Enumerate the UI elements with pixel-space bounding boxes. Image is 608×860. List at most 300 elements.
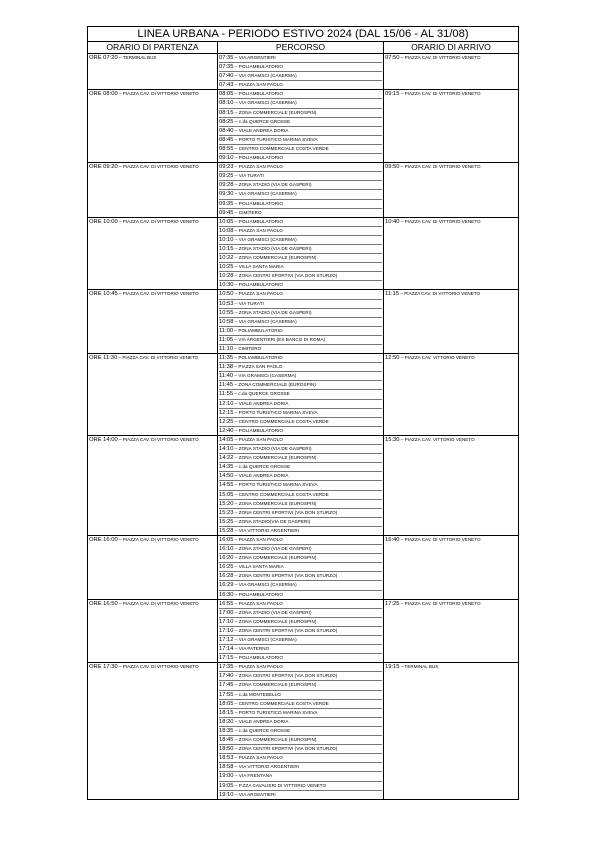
stop-time: 18:05 <box>219 700 234 707</box>
stop-name: PIAZZA SAN PAOLO <box>238 82 283 88</box>
departure-cell <box>88 435 218 535</box>
stop-time: 15:23 <box>219 509 234 516</box>
arrival-place: PIAZZA CAV. DI VITTORIO VENETO <box>404 218 481 224</box>
route-stop <box>219 545 382 554</box>
arrival-cell <box>384 163 519 218</box>
arrival-time: 19:15 <box>385 664 400 671</box>
departure-time: ORE 14:00 <box>89 436 118 443</box>
route-stop <box>219 672 382 681</box>
separator: – <box>233 427 239 433</box>
route-stop <box>219 145 382 154</box>
stop-name: ZONA COMMERCIALE (EUROSPIN) <box>238 255 317 261</box>
stop-name: VIA ARGENTIERI <box>238 55 276 60</box>
stop-time: 10:53 <box>219 300 234 307</box>
stop-name: CENTRO COMMERCIALE COSTA VERDE <box>238 145 329 151</box>
arrival-cell <box>384 599 519 663</box>
separator: – <box>233 273 239 279</box>
stop-name: POLIAMBULATORIO <box>238 155 284 161</box>
separator: – <box>233 664 239 670</box>
route-stop <box>219 700 382 709</box>
route-stop <box>219 745 382 754</box>
route-stop <box>219 272 382 281</box>
arrival-place: PIAZZA CAV. VITTORIO VENETO <box>404 355 475 361</box>
departure-cell <box>88 90 218 163</box>
stop-name: ZONA STADIO(VIA DE GASPERI) <box>238 518 311 524</box>
separator: – <box>233 473 239 479</box>
route-stop <box>219 400 382 409</box>
separator: – <box>233 373 239 379</box>
separator: – <box>233 73 239 79</box>
arrival-cell <box>384 217 519 290</box>
route-stop <box>219 72 382 81</box>
stop-time: 07:40 <box>219 73 234 80</box>
route-stop <box>219 245 382 254</box>
table-row <box>88 90 519 163</box>
route-cell <box>218 354 384 436</box>
departure-place: PIAZZA CAV. DI VITTORIO VENETO <box>122 218 199 224</box>
separator: – <box>233 536 239 542</box>
separator: – <box>233 600 239 606</box>
stop-name: PORTO TURISTICO MARINA SVEVA <box>238 136 318 142</box>
stop-time: 09:25 <box>219 173 234 180</box>
separator: – <box>117 664 123 670</box>
arrival-cell <box>384 354 519 436</box>
route-stop <box>219 554 382 563</box>
stop-name: CIMITERO <box>238 209 262 215</box>
route-stop <box>219 81 382 89</box>
route-stop <box>219 327 382 336</box>
arrival-place: PIAZZA CAV. DI VITTORIO VENETO <box>404 91 481 97</box>
route-stop <box>219 691 382 700</box>
table-row <box>88 290 519 354</box>
route-stop <box>219 390 382 399</box>
stop-name: POLIAMBULATORIO <box>238 427 284 433</box>
stop-time: 17:35 <box>219 664 234 671</box>
separator: – <box>117 536 123 542</box>
stop-name: ZONA STADIO (VIA DE GASPERI) <box>238 609 312 615</box>
separator: – <box>233 609 239 615</box>
departure-cell <box>88 599 218 663</box>
route-stop <box>219 172 382 181</box>
page-title: LINEA URBANA - PERIODO ESTIVO 2024 (DAL 15/06 - AL 31/08) <box>88 27 519 42</box>
route-stop <box>219 281 382 289</box>
departure-time: ORE 08:00 <box>89 91 118 98</box>
separator: – <box>233 355 239 361</box>
arrival-time: 15:30 <box>385 436 400 443</box>
route-stop <box>219 227 382 236</box>
separator: – <box>233 346 239 351</box>
stop-name: POLIAMBULATORIO <box>238 327 283 333</box>
separator: – <box>233 764 239 770</box>
stop-time: 18:53 <box>219 755 234 762</box>
separator: – <box>233 591 239 597</box>
route-stop <box>219 127 382 136</box>
stop-time: 17:14 <box>219 646 234 653</box>
stop-time: 07:35 <box>219 55 234 61</box>
stop-time: 10:30 <box>219 282 234 289</box>
stop-time: 10:58 <box>219 318 234 325</box>
arrival-time: 17:25 <box>385 600 400 607</box>
stop-time: 15:20 <box>219 500 234 507</box>
departure-time: ORE 07:20 <box>89 55 118 61</box>
stop-time: 10:15 <box>219 245 234 252</box>
stop-time: 16:30 <box>219 591 234 598</box>
stop-name: ZONA COMMERCIALE (EUROSPIN) <box>238 109 317 115</box>
route-stop <box>219 300 382 309</box>
arrival-cell <box>384 535 519 599</box>
stop-name: c.da MONTEBELLO <box>238 691 281 697</box>
stop-name: POLIAMBULATORIO <box>238 282 284 288</box>
separator: – <box>233 109 239 115</box>
separator: – <box>233 582 239 588</box>
separator: – <box>399 218 405 224</box>
stop-time: 16:55 <box>219 600 234 607</box>
route-stop <box>219 136 382 145</box>
separator: – <box>233 737 239 743</box>
route-stop <box>219 591 382 599</box>
stop-name: ZONA CENTRI SPORTIVI (VIA DON STURZO) <box>238 573 338 579</box>
route-stop <box>219 681 382 690</box>
table-row <box>88 354 519 436</box>
separator: – <box>233 682 239 688</box>
stop-name: VILLA SANTA MARIA <box>238 264 284 270</box>
separator: – <box>117 436 123 442</box>
stop-time: 09:10 <box>219 155 234 162</box>
route-stop <box>219 409 382 418</box>
stop-time: 18:35 <box>219 727 234 734</box>
separator: – <box>233 400 239 406</box>
route-stop <box>219 709 382 718</box>
stop-time: 17:12 <box>219 637 234 643</box>
stop-time: 12:10 <box>219 400 234 407</box>
arrival-time: 10:40 <box>385 218 400 225</box>
departure-cell <box>88 54 218 90</box>
stop-name: ZONA COMMERCIALE (EUROSPIN) <box>238 455 317 461</box>
stop-name: POLIAMBULATORIO <box>238 64 284 70</box>
stop-time: 09:45 <box>219 209 234 216</box>
stop-time: 11:45 <box>219 382 234 389</box>
route-cell <box>218 599 384 663</box>
stop-name: POLIAMBULATORIO <box>238 91 284 97</box>
stop-name: c.da QUERCE GROSSE <box>238 464 291 470</box>
separator: – <box>233 91 239 97</box>
route-cell <box>218 90 384 163</box>
separator: – <box>233 82 239 88</box>
stop-time: 15:05 <box>219 491 234 498</box>
route-cell <box>218 535 384 599</box>
stop-name: PORTO TURISTICO MARINA SVEVA <box>238 482 318 488</box>
stop-time: 11:00 <box>219 327 234 334</box>
arrival-place: PIAZZA CAV. DI VITTORIO VENETO <box>404 164 481 170</box>
stop-name: CENTRO COMMERCIALE COSTA VERDE <box>238 700 329 706</box>
separator: – <box>233 546 239 552</box>
stop-time: 11:40 <box>219 373 234 380</box>
route-stop <box>219 463 382 472</box>
separator: – <box>117 218 123 224</box>
separator: – <box>117 600 123 606</box>
separator: – <box>399 55 405 60</box>
stop-time: 10:50 <box>219 291 234 298</box>
stop-name: PIAZZA SAN PAOLO <box>238 291 283 297</box>
route-stop <box>219 500 382 509</box>
stop-name: c.da QUERCE GROSSE <box>238 727 291 733</box>
stop-name: PIAZZA SAN PAOLO <box>238 755 283 761</box>
route-stop <box>219 190 382 199</box>
arrival-place: PIAZZA CAV. VITTORIO VENETO <box>404 436 475 442</box>
arrival-cell <box>384 290 519 354</box>
route-stop <box>219 200 382 209</box>
separator: – <box>233 646 239 652</box>
route-stop <box>219 181 382 190</box>
stop-time: 16:25 <box>219 564 234 571</box>
stop-name: PORTO TURISTICO MARINA SVEVA <box>238 409 318 415</box>
separator: – <box>233 173 239 179</box>
route-stop <box>219 209 382 217</box>
table-row <box>88 663 519 799</box>
separator: – <box>233 527 239 533</box>
stop-name: VIA GRAMSCI (CASERMA) <box>238 637 297 642</box>
table-row <box>88 535 519 599</box>
route-stop <box>219 418 382 427</box>
separator: – <box>233 291 239 297</box>
table-row <box>88 599 519 663</box>
stop-name: VIA PATERNO <box>238 646 270 652</box>
stop-time: 10:55 <box>219 309 234 316</box>
stop-name: VIA GRAMSCI (CASERMA) <box>238 318 297 324</box>
separator: – <box>233 209 239 215</box>
stop-name: ZONA CENTRI SPORTIVI (VIA DON STURZO) <box>238 746 338 752</box>
stop-name: POLIAMBULATORIO <box>238 218 284 224</box>
table-row <box>88 435 519 535</box>
route-stop <box>219 336 382 345</box>
separator: – <box>117 55 123 60</box>
separator: – <box>399 436 405 442</box>
stop-name: VIALE ANDREA DORIA <box>238 400 289 406</box>
stop-name: ZONA COMMERCIALE (EUROSPIN) <box>238 555 317 561</box>
route-cell <box>218 290 384 354</box>
route-stop <box>219 645 382 654</box>
stop-time: 17:15 <box>219 655 234 662</box>
stop-time: 12:25 <box>219 418 234 425</box>
separator: – <box>399 355 405 361</box>
departure-cell <box>88 163 218 218</box>
departure-place: PIAZZA CAV. DI VITTORIO VENETO <box>122 536 199 542</box>
stop-time: 09:23 <box>219 164 234 171</box>
stop-name: PIAZZA SAN PAOLO <box>238 227 283 233</box>
departure-place: TERMINAL BUS <box>122 55 157 60</box>
header-departure: ORARIO DI PARTENZA <box>88 42 218 54</box>
separator: – <box>233 409 239 415</box>
stop-name: ZONA STADIO (VIA DE GASPERI) <box>238 309 312 315</box>
trips-body <box>88 54 519 800</box>
separator: – <box>233 391 239 397</box>
stop-name: PIAZZA SAN PAOLO <box>238 664 283 670</box>
stop-name: ZONA COMMERCIALE (EUROSPIN) <box>238 737 317 743</box>
route-stop <box>219 663 382 672</box>
stop-time: 10:22 <box>219 255 234 262</box>
arrival-time: 11:15 <box>385 291 400 298</box>
separator: – <box>233 418 239 424</box>
timetable <box>87 26 519 800</box>
table-row <box>88 54 519 90</box>
stop-name: VIA GRAMSCI (CASERMA) <box>238 100 297 106</box>
stop-time: 09:28 <box>219 182 234 189</box>
separator: – <box>233 64 239 70</box>
departure-time: ORE 11:30 <box>89 355 118 362</box>
departure-time: ORE 16:50 <box>89 600 118 607</box>
route-stop <box>219 727 382 736</box>
route-stop <box>219 763 382 772</box>
route-stop <box>219 718 382 727</box>
route-stop <box>219 636 382 645</box>
stop-name: VIA VITTORIO ARGENTIERI <box>238 527 300 533</box>
stop-name: ZONA COMMERCIALE (EUROSPIN) <box>238 618 317 624</box>
route-stop <box>219 791 382 799</box>
separator: – <box>233 255 239 261</box>
stop-time: 10:25 <box>219 264 234 271</box>
stop-name: VIA FRENTANA <box>238 773 273 779</box>
separator: – <box>233 509 239 515</box>
departure-place: PIAZZA CAV. DI VITTORIO VENETO <box>122 664 199 670</box>
separator: – <box>233 100 239 106</box>
header-route: PERCORSO <box>218 42 384 54</box>
stop-time: 09:35 <box>219 200 234 207</box>
separator: – <box>233 500 239 506</box>
departure-time: ORE 16:00 <box>89 536 118 543</box>
stop-name: ZONA CENTRI SPORTIVI (VIA DON STURZO) <box>238 273 338 279</box>
route-stop <box>219 236 382 245</box>
stop-time: 08:45 <box>219 136 234 143</box>
departure-place: PIAZZA CAV. DI VITTORIO VENETO <box>122 436 199 442</box>
stop-time: 08:15 <box>219 109 234 116</box>
stop-time: 14:55 <box>219 482 234 489</box>
separator: – <box>233 264 239 270</box>
separator: – <box>399 91 405 97</box>
separator: – <box>233 564 239 570</box>
stop-name: VILLA SANTA MARIA <box>238 564 284 570</box>
stop-name: ZONA CENTRI SPORTIVI (VIA DON STURZO) <box>238 673 338 679</box>
separator: – <box>233 182 239 188</box>
separator: – <box>233 191 239 197</box>
separator: – <box>233 709 239 715</box>
separator: – <box>233 309 239 315</box>
departure-place: PIAZZA CAV. DI VITTORIO VENETO <box>122 355 199 361</box>
stop-name: POLIAMBULATORIO <box>238 355 283 361</box>
stop-name: PIAZZA SAN PAOLO <box>238 364 283 370</box>
stop-time: 16:28 <box>219 573 234 580</box>
separator: – <box>233 691 239 697</box>
stop-name: c.da QUERCE GROSSE <box>238 391 290 397</box>
stop-time: 17:10 <box>219 627 234 634</box>
route-stop <box>219 481 382 490</box>
stop-name: POLIAMBULATORIO <box>238 655 284 661</box>
stop-name: POLIAMBULATORIO <box>238 591 284 597</box>
separator: – <box>117 291 123 297</box>
separator: – <box>117 355 123 361</box>
stop-time: 18:45 <box>219 737 234 744</box>
stop-time: 11:10 <box>219 346 234 352</box>
stop-time: 19:05 <box>219 782 234 789</box>
stop-time: 11:55 <box>219 391 234 398</box>
stop-time: 15:25 <box>219 518 234 525</box>
arrival-cell <box>384 663 519 799</box>
arrival-place: PIAZZA CAV. DI VITTORIO VENETO <box>404 291 481 297</box>
departure-time: ORE 17:30 <box>89 664 118 671</box>
stop-time: 12:40 <box>219 427 234 434</box>
route-stop <box>219 754 382 763</box>
route-stop <box>219 563 382 572</box>
separator: – <box>233 282 239 288</box>
stop-name: VIA GRAMSCI (CASERMA) <box>238 191 297 197</box>
route-stop <box>219 736 382 745</box>
route-cell <box>218 54 384 90</box>
stop-time: 08:25 <box>219 118 234 125</box>
stop-name: VIA ARGENTIERI (EX BANCO DI ROMA) <box>238 336 326 342</box>
separator: – <box>399 291 405 297</box>
route-stop <box>219 354 382 363</box>
separator: – <box>233 227 239 233</box>
arrival-time: 16:40 <box>385 536 400 543</box>
route-stop <box>219 427 382 435</box>
route-stop <box>219 600 382 609</box>
separator: – <box>399 664 405 670</box>
departure-cell <box>88 535 218 599</box>
departure-cell <box>88 290 218 354</box>
stop-name: VIA TURATI <box>238 300 264 306</box>
stop-time: 18:20 <box>219 718 234 725</box>
separator: – <box>233 482 239 488</box>
stop-name: VIA TURATI <box>238 173 264 179</box>
route-stop <box>219 518 382 527</box>
separator: – <box>399 600 405 606</box>
separator: – <box>233 164 239 170</box>
stop-time: 07:35 <box>219 64 234 71</box>
arrival-cell <box>384 435 519 535</box>
route-stop <box>219 318 382 327</box>
stop-name: ZONA CENTRI SPORTIVI (VIA DON STURZO) <box>238 627 338 633</box>
arrival-place: TERMINAL BUS <box>404 664 439 670</box>
route-stop <box>219 90 382 99</box>
separator: – <box>233 327 239 333</box>
stop-time: 17:10 <box>219 618 234 625</box>
route-stop <box>219 309 382 318</box>
stop-name: CENTRO COMMERCIALE COSTA VERDE <box>238 491 329 497</box>
route-stop <box>219 254 382 263</box>
stop-name: VIA GRAMSCI (CASERMA) <box>238 236 297 242</box>
stop-name: ZONA STADIO (VIA DE GASPERI) <box>238 546 312 552</box>
departure-place: PIAZZA CAV. DI VITTORIO VENETO <box>122 600 199 606</box>
departure-place: PIAZZA CAV. DI VITTORIO VENETO <box>122 291 199 297</box>
departure-cell <box>88 217 218 290</box>
separator: – <box>399 164 405 170</box>
route-stop <box>219 772 382 781</box>
arrival-place: PIAZZA CAV. DI VITTORIO VENETO <box>404 55 481 60</box>
arrival-time: 09:50 <box>385 164 400 171</box>
separator: – <box>117 91 123 97</box>
separator: – <box>233 236 239 242</box>
route-stop <box>219 290 382 299</box>
stop-name: PIAZZA SAN PAOLO <box>238 600 283 606</box>
stop-name: P.ZZA CAVALIERI DI VITTORIO VENETO <box>238 782 327 788</box>
stop-name: VIA ARGENTIERI <box>238 791 276 797</box>
stop-name: ZONA STADIO (VIA DE GASPERI) <box>238 245 312 251</box>
separator: – <box>233 573 239 579</box>
route-stop <box>219 472 382 481</box>
stop-time: 08:40 <box>219 127 234 134</box>
stop-name: PIAZZA SAN PAOLO <box>238 436 283 442</box>
stop-time: 19:10 <box>219 791 234 798</box>
separator: – <box>233 245 239 251</box>
